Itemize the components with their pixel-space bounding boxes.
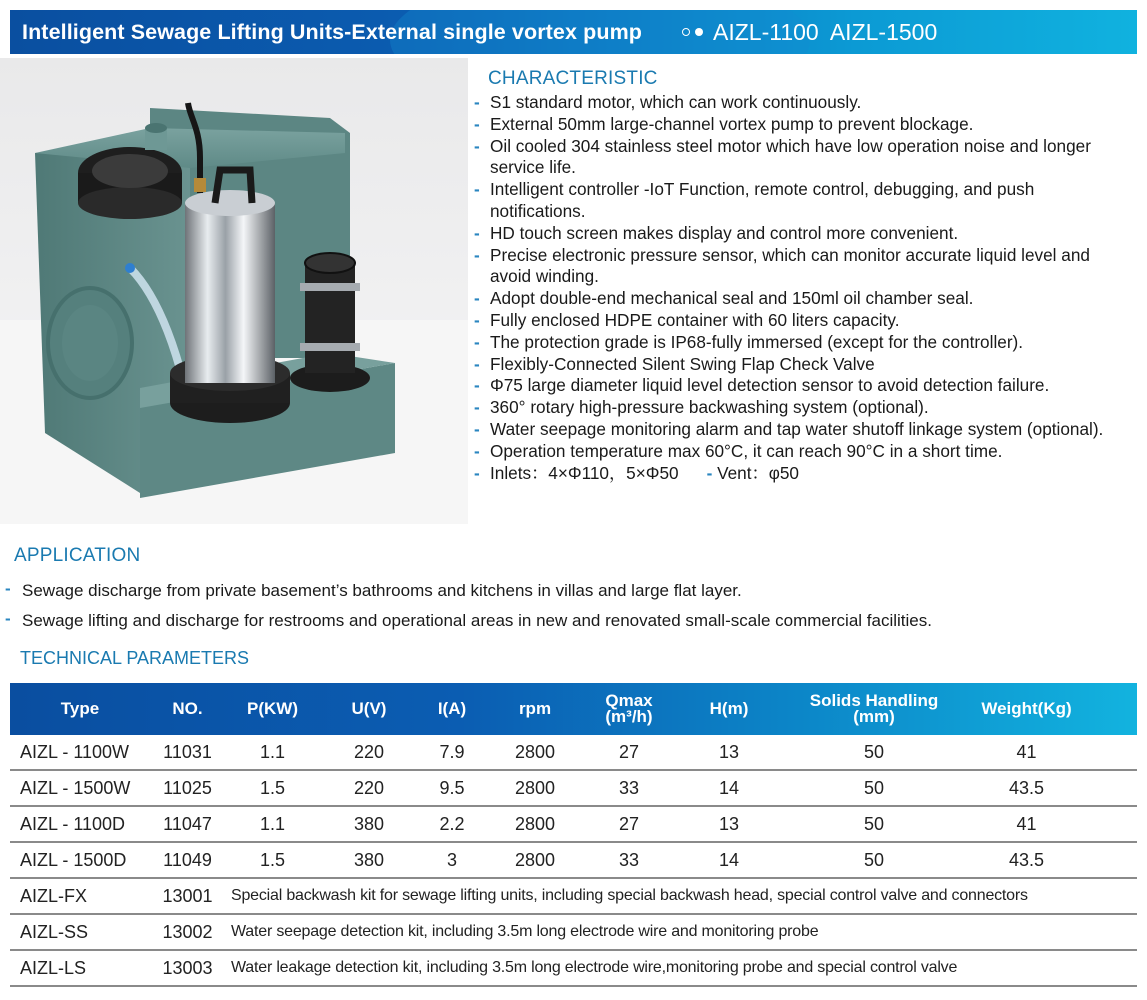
list-item-text: Adopt double-end mechanical seal and 150ml oil chamber seal. (490, 288, 974, 309)
characteristic-list (472, 92, 1132, 484)
list-item (472, 223, 1132, 245)
list-item-text: Water seepage monitoring alarm and tap water shutoff linkage system (optional). (490, 418, 1104, 439)
list-item-text: 360° rotary high-pressure backwashing system (optional). (490, 397, 929, 418)
dash-bullet-icon: - (474, 244, 480, 265)
cell-no: 11049 (163, 849, 212, 870)
dash-bullet-icon: - (474, 397, 480, 418)
solids-label: Solids Handling (809, 691, 939, 710)
list-item (472, 114, 1132, 136)
list-item-text: S1 standard motor, which can work continuously. (490, 92, 862, 112)
table-header (10, 683, 1137, 735)
cell-rpm: 2800 (514, 849, 556, 870)
cell-rpm: 2800 (514, 741, 556, 762)
cell-no: 11047 (163, 813, 212, 834)
cell-q: 33 (618, 777, 640, 798)
list-item-text: Fully enclosed HDPE container with 60 liters capacity. (490, 309, 900, 330)
list-item-text: Sewage lifting and discharge for restrooms and operational areas in new and renovated small-scale commercial facilities. (22, 610, 932, 630)
outlet-pipe-top (305, 253, 355, 273)
accessory-row (10, 951, 1137, 987)
list-item (5, 610, 1145, 631)
column-header-no: NO. (172, 699, 203, 718)
cell-h: 13 (718, 741, 740, 762)
list-item-text: Precise electronic pressure sensor, which can monitor accurate liquid level and avoid winding. (490, 244, 1090, 287)
list-item (472, 441, 1132, 463)
cell-u: 220 (353, 777, 385, 798)
application-title: APPLICATION (14, 545, 141, 566)
list-item-inlets-vent (472, 463, 1132, 485)
list-item-text: Φ75 large diameter liquid level detection sensor to avoid detection failure. (490, 375, 1050, 396)
cell-i: 7.9 (439, 741, 465, 762)
dash-bullet-icon: - (474, 331, 480, 352)
column-header-power: P(KW) (247, 699, 298, 718)
cell-h: 14 (718, 849, 740, 870)
dash-bullet-icon: - (474, 440, 480, 461)
list-item (472, 92, 1132, 114)
cell-i: 2.2 (439, 813, 465, 834)
cell-s: 50 (863, 813, 885, 834)
header-banner (10, 10, 1137, 54)
cell-s: 50 (863, 777, 885, 798)
cell-w: 41 (1016, 813, 1037, 834)
application-list (5, 580, 1145, 639)
cell-desc: Special backwash kit for sewage lifting units, including special backwash head, special control valve and connectors (231, 887, 1028, 904)
open-circle-icon (682, 28, 690, 36)
dash-bullet-icon: - (474, 309, 480, 330)
inlet-cap-base (78, 187, 182, 219)
cell-q: 27 (618, 813, 640, 834)
list-item (5, 580, 1145, 601)
list-item (472, 375, 1132, 397)
product-image (0, 58, 468, 524)
cell-q: 27 (618, 741, 640, 762)
dash-bullet-icon: - (474, 92, 480, 112)
solids-unit: (mm) (853, 707, 895, 726)
column-header-voltage: U(V) (351, 699, 387, 718)
inlet-cap-hole (92, 154, 168, 188)
hose-fitting (125, 263, 135, 273)
cell-w: 41 (1016, 741, 1037, 762)
list-item (472, 397, 1132, 419)
cell-desc: Water leakage detection kit, including 3.5m long electrode wire,monitoring probe and special control valve (231, 959, 958, 976)
pipe-clamp (300, 283, 360, 291)
characteristic-title: CHARACTERISTIC (488, 68, 658, 89)
list-item (472, 332, 1132, 354)
cell-u: 380 (353, 849, 385, 870)
list-item-text: HD touch screen makes display and control more convenient. (490, 222, 959, 243)
inspection-port-inner (62, 305, 118, 381)
list-item-text: Operation temperature max 60°C, it can reach 90°C in a short time. (490, 440, 1003, 461)
cell-desc: Water seepage detection kit, including 3.5m long electrode wire and monitoring probe (231, 923, 819, 940)
cell-no: 11031 (163, 741, 212, 762)
list-item (472, 419, 1132, 441)
motor-top (185, 190, 275, 216)
cell-w: 43.5 (1008, 777, 1045, 798)
dash-bullet-icon: - (474, 375, 480, 396)
column-header-current: I(A) (437, 699, 467, 718)
cell-type: AIZL-LS (20, 957, 87, 978)
column-header-rpm: rpm (518, 699, 552, 718)
list-item (472, 136, 1132, 180)
dash-bullet-icon: - (474, 462, 480, 483)
table-row (10, 771, 1137, 807)
cell-type: AIZL-SS (20, 921, 89, 942)
cell-rpm: 2800 (514, 813, 556, 834)
table-row (10, 735, 1137, 771)
accessory-row (10, 879, 1137, 915)
header-bullets (682, 28, 703, 36)
dash-bullet-icon: - (474, 135, 480, 156)
list-item (472, 245, 1132, 289)
qmax-unit: (m³/h) (605, 707, 653, 726)
cable-gland (194, 178, 206, 192)
column-header-type: Type (60, 699, 100, 718)
cell-no: 11025 (163, 777, 212, 798)
cell-w: 43.5 (1008, 849, 1045, 870)
dash-bullet-icon: - (474, 179, 480, 200)
cell-u: 380 (353, 813, 385, 834)
cell-p: 1.1 (259, 741, 286, 762)
cell-p: 1.5 (259, 777, 286, 798)
list-item-text: Intelligent controller -IoT Function, remote control, debugging, and push notifications. (490, 179, 1035, 221)
column-header-qmax (584, 693, 674, 725)
pipe-clamp (300, 343, 360, 351)
cell-h: 13 (718, 813, 740, 834)
model-names: AIZL-1100 AIZL-1500 (713, 18, 938, 45)
cell-u: 220 (353, 741, 385, 762)
filled-circle-icon (695, 28, 703, 36)
outlet-pipe (305, 263, 355, 373)
page-title: Intelligent Sewage Lifting Units-External single vortex pump (22, 19, 643, 44)
column-header-solids (784, 693, 964, 725)
dash-bullet-icon: - (706, 462, 713, 483)
dash-bullet-icon: - (474, 288, 480, 309)
dash-bullet-icon: - (5, 579, 11, 598)
list-item (472, 310, 1132, 332)
parameters-table (10, 683, 1137, 987)
dash-bullet-icon: - (474, 418, 480, 439)
accessory-row (10, 915, 1137, 951)
technical-parameters-title: TECHNICAL PARAMETERS (20, 648, 250, 668)
characteristic-section (472, 68, 1132, 484)
cell-h: 14 (718, 777, 740, 798)
vent-pipe-top (145, 123, 167, 133)
dash-bullet-icon: - (474, 222, 480, 243)
cell-i: 3 (446, 849, 457, 870)
cell-p: 1.5 (259, 849, 286, 870)
inlets-text: Inlets：4×Φ110，5×Φ50 (490, 462, 679, 483)
cell-type: AIZL - 1100D (20, 813, 126, 834)
cell-type: AIZL - 1500D (20, 849, 127, 870)
cell-q: 33 (618, 849, 640, 870)
list-item-text: The protection grade is IP68-fully immersed (except for the controller). (490, 331, 1024, 352)
cell-no: 13003 (162, 957, 213, 978)
cell-no: 13002 (162, 921, 213, 942)
column-header-weight: Weight(Kg) (981, 699, 1072, 718)
qmax-label: Qmax (605, 691, 653, 710)
table-row (10, 843, 1137, 879)
cell-no: 13001 (162, 885, 213, 906)
list-item (472, 354, 1132, 376)
cell-s: 50 (863, 741, 885, 762)
stainless-motor (185, 203, 275, 383)
list-item-text: External 50mm large-channel vortex pump to prevent blockage. (490, 113, 974, 134)
dash-bullet-icon: - (474, 113, 480, 134)
table-row (10, 807, 1137, 843)
cell-type: AIZL - 1100W (20, 741, 130, 762)
list-item-text: Sewage discharge from private basement’s bathrooms and kitchens in villas and large flat layer. (22, 581, 742, 600)
dash-bullet-icon: - (5, 608, 11, 628)
cell-type: AIZL - 1500W (20, 777, 131, 798)
dash-bullet-icon: - (474, 353, 480, 374)
cell-i: 9.5 (439, 777, 465, 798)
column-header-head: H(m) (709, 699, 749, 718)
list-item-text: Flexibly-Connected Silent Swing Flap Check Valve (490, 353, 875, 374)
list-item (472, 288, 1132, 310)
list-item-text: Oil cooled 304 stainless steel motor which have low operation noise and longer service life. (490, 135, 1091, 178)
cell-p: 1.1 (259, 813, 286, 834)
list-item (472, 179, 1132, 223)
cell-rpm: 2800 (514, 777, 556, 798)
cell-type: AIZL-FX (20, 885, 88, 906)
cell-s: 50 (863, 849, 885, 870)
vent-text: Vent：φ50 (717, 462, 799, 483)
sewage-lifting-unit-illustration (0, 58, 468, 524)
